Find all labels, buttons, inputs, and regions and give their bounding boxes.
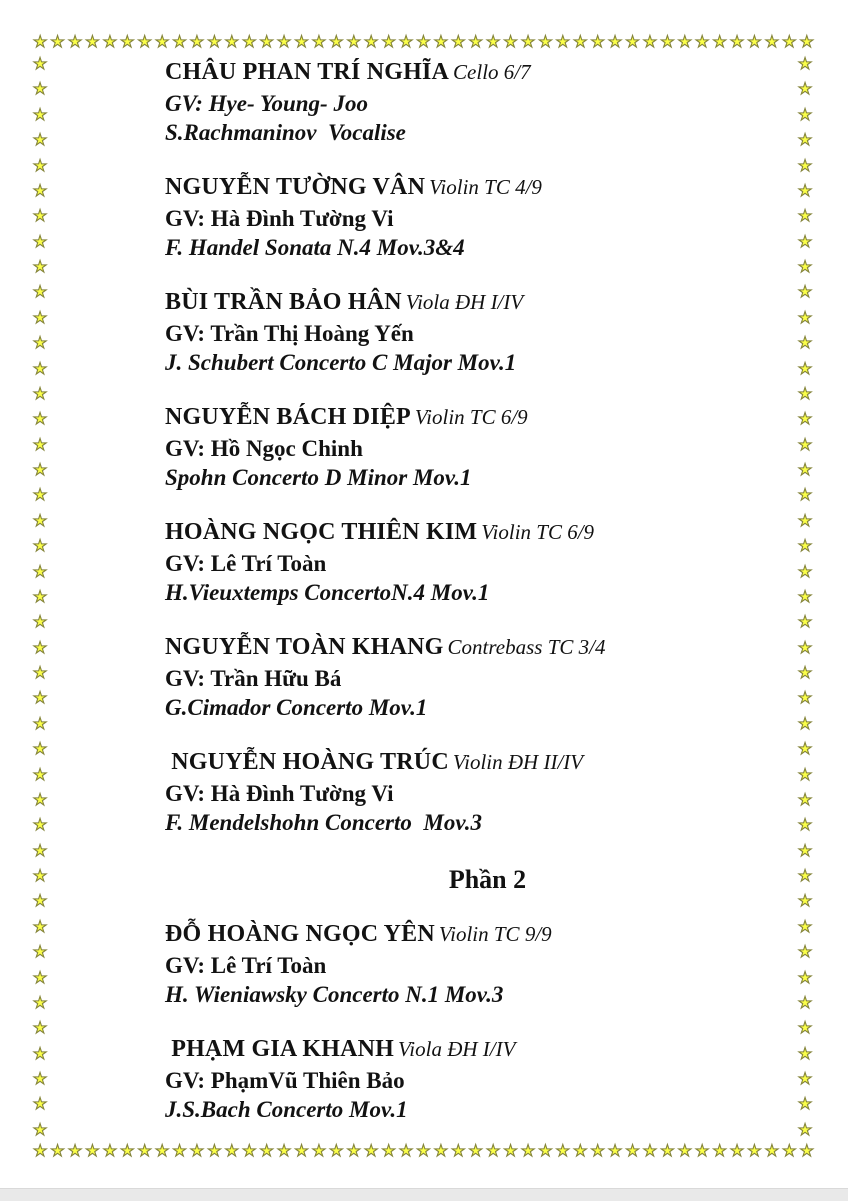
star-icon: ★ [797,893,813,911]
star-icon: ★ [590,1143,605,1160]
star-icon: ★ [797,309,813,327]
star-icon: ★ [695,1143,710,1160]
star-icon: ★ [32,385,48,403]
star-icon: ★ [503,1143,518,1160]
star-icon: ★ [32,1045,48,1063]
star-icon: ★ [660,34,675,51]
star-icon: ★ [329,34,344,51]
star-icon: ★ [172,1143,187,1160]
piece-line: J.S.Bach Concerto Mov.1 [165,1097,408,1122]
star-icon: ★ [797,918,813,936]
star-icon: ★ [242,1143,257,1160]
star-icon: ★ [797,715,813,733]
star-icon: ★ [451,34,466,51]
piece-line: H. Wieniawsky Concerto N.1 Mov.3 [165,982,504,1007]
star-icon: ★ [32,538,48,556]
star-icon: ★ [32,588,48,606]
star-icon: ★ [311,34,327,51]
star-icon: ★ [797,259,813,276]
star-icon: ★ [797,56,813,73]
star-icon: ★ [154,34,170,51]
star-icon: ★ [797,665,813,682]
entry-title-line [165,288,810,319]
star-icon: ★ [102,34,118,51]
teacher-line: GV: Hye- Young- Joo [165,91,368,116]
star-icon: ★ [276,34,292,51]
star-icon: ★ [224,34,239,51]
star-icon: ★ [32,157,48,175]
performance-detail: Violin TC 9/9 [438,922,552,946]
star-icon: ★ [797,741,813,759]
star-icon: ★ [242,34,257,51]
star-icon: ★ [120,1143,135,1160]
star-icon: ★ [797,462,813,479]
star-icon: ★ [485,1143,501,1160]
star-icon: ★ [797,563,813,581]
star-icon: ★ [364,1143,379,1160]
entry-title-line [165,918,813,951]
star-icon: ★ [573,1143,588,1160]
star-icon: ★ [797,817,813,835]
star-icon: ★ [137,1143,152,1160]
performer-name: NGUYỄN TOÀN KHANG [165,634,444,660]
star-icon: ★ [346,34,361,51]
star-icon: ★ [797,766,813,784]
star-icon: ★ [468,1143,483,1160]
star-icon: ★ [607,1143,623,1160]
star-icon: ★ [32,233,48,251]
star-icon: ★ [102,1143,118,1160]
star-icon: ★ [32,56,48,73]
teacher-line: GV: PhạmVũ Thiên Bảo [165,1068,405,1093]
piece-line: F. Mendelshohn Concerto Mov.3 [165,810,482,835]
star-icon: ★ [32,208,48,226]
star-icon: ★ [729,1143,745,1160]
star-icon: ★ [797,487,813,505]
performer-name: NGUYỄN BÁCH DIỆP [165,404,411,430]
star-icon: ★ [797,335,813,353]
piece-line: J. Schubert Concerto C Major Mov.1 [165,350,517,375]
star-icon: ★ [799,1143,814,1160]
star-icon: ★ [259,34,274,51]
star-icon: ★ [797,182,813,200]
star-icon: ★ [32,1020,48,1038]
piece-line: G.Cimador Concerto Mov.1 [165,695,428,720]
star-icon: ★ [32,868,48,885]
star-icon: ★ [32,918,48,936]
star-icon: ★ [797,411,813,429]
performance-detail: Cello 6/7 [453,60,531,84]
program-entry [165,288,813,378]
star-icon: ★ [797,106,813,124]
star-icon: ★ [660,1143,675,1160]
performer-name: NGUYỄN TƯỜNG VÂN [165,174,426,200]
star-icon: ★ [797,868,813,885]
star-icon: ★ [32,741,48,759]
entry-title-line [165,518,810,549]
star-icon: ★ [32,994,48,1012]
performance-detail: Contrebass TC 3/4 [447,635,606,659]
star-icon: ★ [485,34,501,51]
star-icon: ★ [797,538,813,556]
entry-title-line [165,403,813,434]
star-icon: ★ [33,1143,48,1160]
piece-line: Spohn Concerto D Minor Mov.1 [165,465,472,490]
star-icon: ★ [538,34,553,51]
star-border-left [31,57,49,1139]
star-icon: ★ [32,512,48,530]
star-icon: ★ [712,1143,727,1160]
star-icon: ★ [797,360,813,378]
performer-name: PHẠM GIA KHANH [165,1036,394,1062]
star-icon: ★ [764,34,780,51]
star-icon: ★ [381,1143,396,1160]
star-icon: ★ [207,34,222,51]
star-icon: ★ [797,385,813,403]
star-icon: ★ [32,817,48,835]
star-icon: ★ [797,1045,813,1063]
star-icon: ★ [503,34,518,51]
star-icon: ★ [67,34,83,51]
star-icon: ★ [797,588,813,606]
star-icon: ★ [32,766,48,784]
teacher-line: GV: Hà Đình Tường Vi [165,206,394,231]
entry-title-line [165,748,810,779]
star-icon: ★ [346,1143,361,1160]
star-icon: ★ [189,1143,205,1160]
entry-title-line [165,1035,813,1066]
star-icon: ★ [207,1143,222,1160]
star-icon: ★ [32,436,48,454]
star-icon: ★ [32,715,48,733]
program-entry [165,56,813,150]
star-icon: ★ [451,1143,466,1160]
star-border-top [33,35,814,51]
star-icon: ★ [32,284,48,302]
star-icon: ★ [797,994,813,1012]
star-icon: ★ [797,284,813,302]
star-icon: ★ [137,34,152,51]
star-icon: ★ [799,34,814,51]
performer-name: ĐỖ HOÀNG NGỌC YÊN [165,921,435,947]
performance-detail: Violin TC 4/9 [429,175,542,199]
star-icon: ★ [32,309,48,327]
star-icon: ★ [294,1143,309,1160]
star-icon: ★ [32,1071,48,1088]
star-icon: ★ [747,1143,762,1160]
star-icon: ★ [33,34,48,51]
part2-heading: Phần 2 [448,865,527,894]
performer-name: CHÂU PHAN TRÍ NGHĨA [165,59,450,85]
star-icon: ★ [364,34,379,51]
teacher-line: GV: Trần Thị Hoàng Yến [165,321,414,346]
star-icon: ★ [32,614,48,632]
performance-detail: Viola ĐH I/IV [405,290,524,314]
program-entry [165,403,813,492]
entry-title-line [165,56,813,89]
star-icon: ★ [32,132,48,150]
star-icon: ★ [782,34,797,51]
star-icon: ★ [276,1143,292,1160]
piece-line: H.Vieuxtemps ConcertoN.4 Mov.1 [165,580,490,605]
star-icon: ★ [32,81,48,99]
piece-line: F. Handel Sonata N.4 Mov.3&4 [165,235,465,260]
performer-name: HOÀNG NGỌC THIÊN KIM [165,519,478,545]
star-icon: ★ [642,34,658,51]
star-icon: ★ [433,34,449,51]
star-icon: ★ [32,182,48,200]
star-icon: ★ [555,1143,570,1160]
star-icon: ★ [189,34,205,51]
star-icon: ★ [50,34,65,51]
star-icon: ★ [32,791,48,809]
performance-detail: Violin TC 6/9 [481,520,595,544]
teacher-line: GV: Hồ Ngọc Chinh [165,436,363,461]
star-icon: ★ [797,690,813,708]
star-icon: ★ [607,34,623,51]
teacher-line: GV: Lê Trí Toàn [165,551,327,576]
star-icon: ★ [797,791,813,809]
page-gap [0,1188,848,1201]
star-icon: ★ [32,1121,48,1139]
star-icon: ★ [154,1143,170,1160]
star-icon: ★ [32,639,48,657]
performance-detail: Violin ĐH II/IV [452,750,584,774]
star-icon: ★ [677,1143,692,1160]
star-icon: ★ [311,1143,327,1160]
star-icon: ★ [416,1143,431,1160]
star-icon: ★ [695,34,710,51]
star-icon: ★ [32,1096,48,1114]
star-icon: ★ [797,132,813,150]
program-entry [165,633,813,722]
star-icon: ★ [85,1143,100,1160]
star-icon: ★ [381,34,396,51]
star-icon: ★ [433,1143,449,1160]
program-entry [165,518,813,607]
star-icon: ★ [32,944,48,962]
star-icon: ★ [32,690,48,708]
star-icon: ★ [797,842,813,860]
star-icon: ★ [520,1143,536,1160]
star-icon: ★ [797,81,813,99]
star-icon: ★ [712,34,727,51]
star-icon: ★ [32,360,48,378]
performer-name: BÙI TRẦN BẢO HÂN [165,289,402,315]
star-icon: ★ [520,34,536,51]
program-entry [165,173,813,262]
performer-name: NGUYỄN HOÀNG TRÚC [165,749,449,775]
star-icon: ★ [797,233,813,251]
star-icon: ★ [797,1096,813,1114]
star-icon: ★ [625,34,640,51]
star-icon: ★ [797,614,813,632]
star-icon: ★ [797,157,813,175]
star-icon: ★ [398,34,414,51]
star-icon: ★ [329,1143,344,1160]
entry-title-line [165,173,813,204]
star-icon: ★ [797,944,813,962]
star-icon: ★ [224,1143,239,1160]
star-icon: ★ [797,208,813,226]
star-icon: ★ [32,259,48,276]
star-icon: ★ [797,436,813,454]
performance-detail: Viola ĐH I/IV [398,1037,516,1061]
star-icon: ★ [416,34,431,51]
star-icon: ★ [85,34,100,51]
star-icon: ★ [782,1143,797,1160]
star-icon: ★ [32,842,48,860]
star-icon: ★ [677,34,692,51]
program-entry [165,1035,813,1124]
star-icon: ★ [32,462,48,479]
star-icon: ★ [797,639,813,657]
teacher-line: GV: Lê Trí Toàn [165,953,327,978]
performance-detail: Violin TC 6/9 [414,405,528,429]
star-icon: ★ [32,106,48,124]
teacher-line: GV: Trần Hữu Bá [165,666,342,691]
star-icon: ★ [120,34,135,51]
program-entry [165,918,813,1009]
program-entry [165,748,813,837]
star-icon: ★ [797,1020,813,1038]
teacher-line: GV: Hà Đình Tường Vi [165,781,394,806]
star-icon: ★ [32,563,48,581]
star-icon: ★ [590,34,605,51]
star-icon: ★ [642,1143,658,1160]
star-icon: ★ [468,34,483,51]
star-icon: ★ [764,1143,780,1160]
star-icon: ★ [32,969,48,987]
star-icon: ★ [573,34,588,51]
star-icon: ★ [32,893,48,911]
star-icon: ★ [50,1143,65,1160]
star-icon: ★ [797,512,813,530]
star-icon: ★ [259,1143,274,1160]
star-icon: ★ [32,665,48,682]
star-icon: ★ [747,34,762,51]
star-icon: ★ [32,487,48,505]
star-icon: ★ [797,969,813,987]
star-icon: ★ [172,34,187,51]
piece-line: S.Rachmaninov Vocalise [165,120,406,145]
star-icon: ★ [32,411,48,429]
star-icon: ★ [32,335,48,353]
star-icon: ★ [555,34,570,51]
program-content [165,56,813,1150]
entry-title-line [165,633,813,664]
star-icon: ★ [67,1143,83,1160]
star-icon: ★ [294,34,309,51]
star-icon: ★ [797,1121,813,1139]
star-icon: ★ [625,1143,640,1160]
star-icon: ★ [797,1071,813,1088]
star-icon: ★ [729,34,745,51]
star-icon: ★ [398,1143,414,1160]
star-icon: ★ [538,1143,553,1160]
